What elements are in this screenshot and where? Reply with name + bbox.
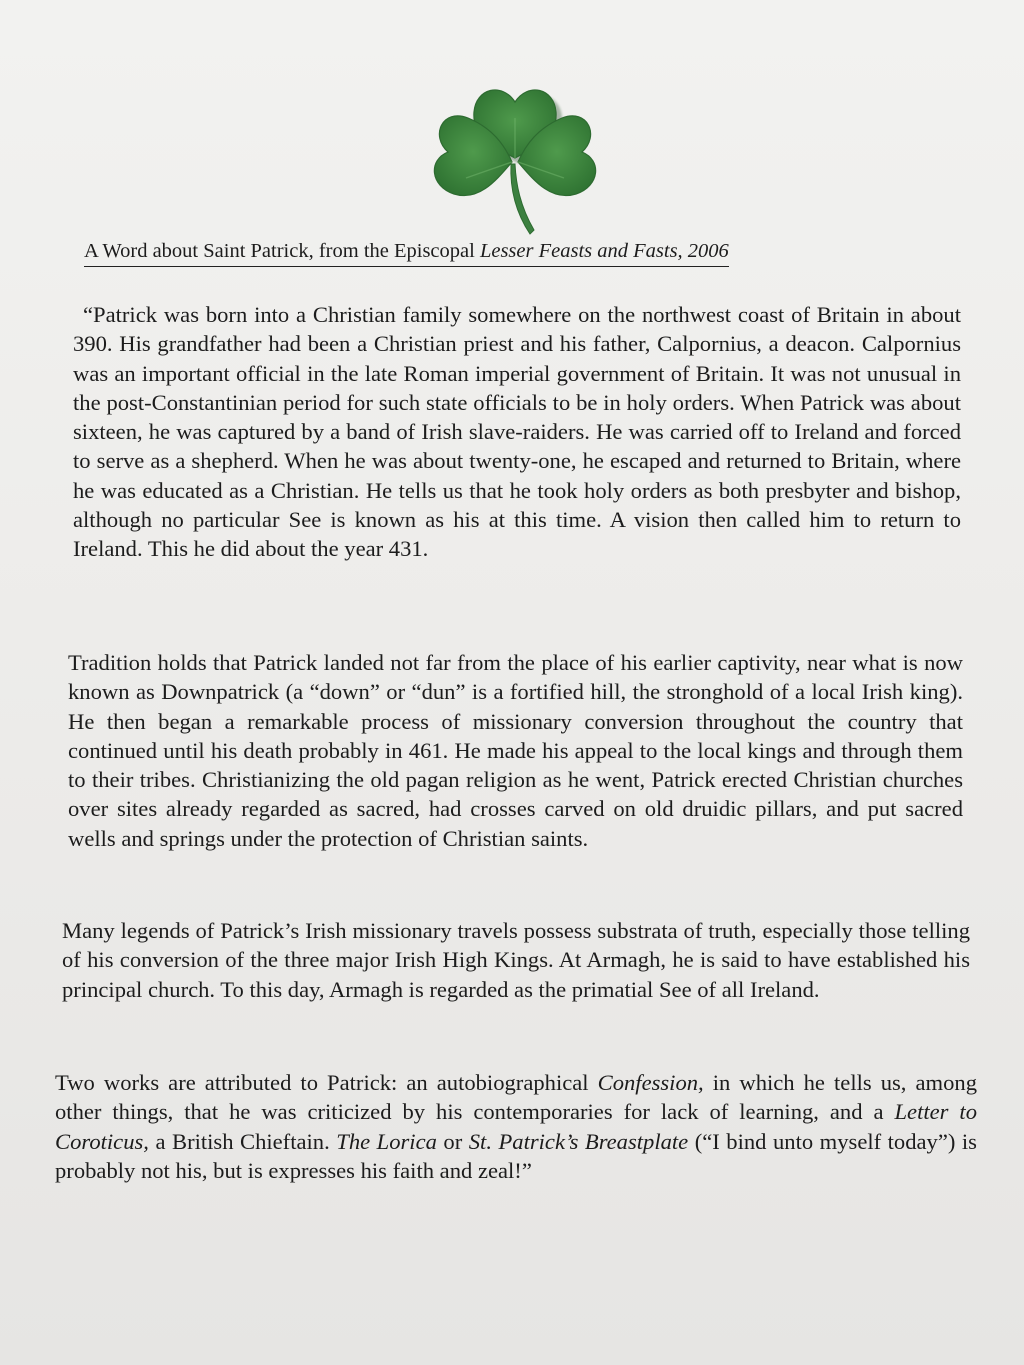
work-title-letter: Letter to Coroticus,	[55, 1099, 977, 1154]
paragraph-2-text: Tradition holds that Patrick landed not far from the place of his earlier captivity, near what is now known as Downpatrick (a “down” or “dun” is a fortified hill, the stronghold of a local Irish king). He then began a remarkable process of missionary conversion throughout the country that continued until his death probably in 461. He made his appeal to the local kings and through them to their tribes. Christianizing the old pagan religion as he went, Patrick erected Christian churches over sites already regarded as sacred, had crosses carved on old druidic pillars, and put sacred wells and springs under the protection of Christian saints.	[68, 650, 963, 851]
work-title-lorica: The Lorica	[336, 1128, 437, 1154]
shamrock-icon	[418, 78, 614, 242]
paragraph-2	[68, 648, 963, 853]
p4-text-1: Two works are attributed to Patrick: an autobiographical	[55, 1070, 598, 1095]
paragraph-3-text: Many legends of Patrick’s Irish missionary travels possess substrata of truth, especially those telling of his conversion of the three major Irish High Kings. At Armagh, he is said to have established his principal church. To this day, Armagh is regarded as the primatial See of all Ireland.	[62, 918, 970, 1002]
p4-text-3: a British Chieftain.	[148, 1128, 337, 1154]
paragraph-4	[55, 1068, 977, 1185]
title-source: Lesser Feasts and Fasts, 2006	[479, 240, 729, 262]
paragraph-3	[62, 916, 970, 1004]
work-title-confession: Confession,	[597, 1070, 704, 1095]
paragraph-1-text: “Patrick was born into a Christian family somewhere on the northwest coast of Britain in about 390. His grandfather had been a Christian priest and his father, Calpornius, a deacon. Calpornius was an important official in the late Roman imperial government of Britain. It was not unusual in the post-Constantinian period for such state officials to be in holy orders. When Patrick was about sixteen, he was captured by a band of Irish slave-raiders. He was carried off to Ireland and forced to serve as a shepherd. When he was about twenty-one, he escaped and returned to Britain, where he was educated as a Christian. He tells us that he took holy orders as both presbyter and bishop, although no particular See is known as his at this time. A vision then called him to return to Ireland. This he did about the year 431.	[73, 302, 961, 562]
p4-text-2: in which he tells us, among other things, that he was criticized by his contemporaries for lack of learning, and a	[55, 1070, 977, 1125]
work-title-breastplate: St. Patrick’s Breastplate	[468, 1128, 689, 1154]
paragraph-1	[73, 300, 961, 564]
p4-text-5: (“I bind unto myself today”) is probably not his, but is expresses his faith and zeal!”	[55, 1128, 977, 1183]
title-prefix: A Word about Saint Patrick, from the Episcopal	[84, 240, 475, 262]
page-title	[84, 238, 894, 267]
p4-text-4: or	[436, 1128, 469, 1154]
